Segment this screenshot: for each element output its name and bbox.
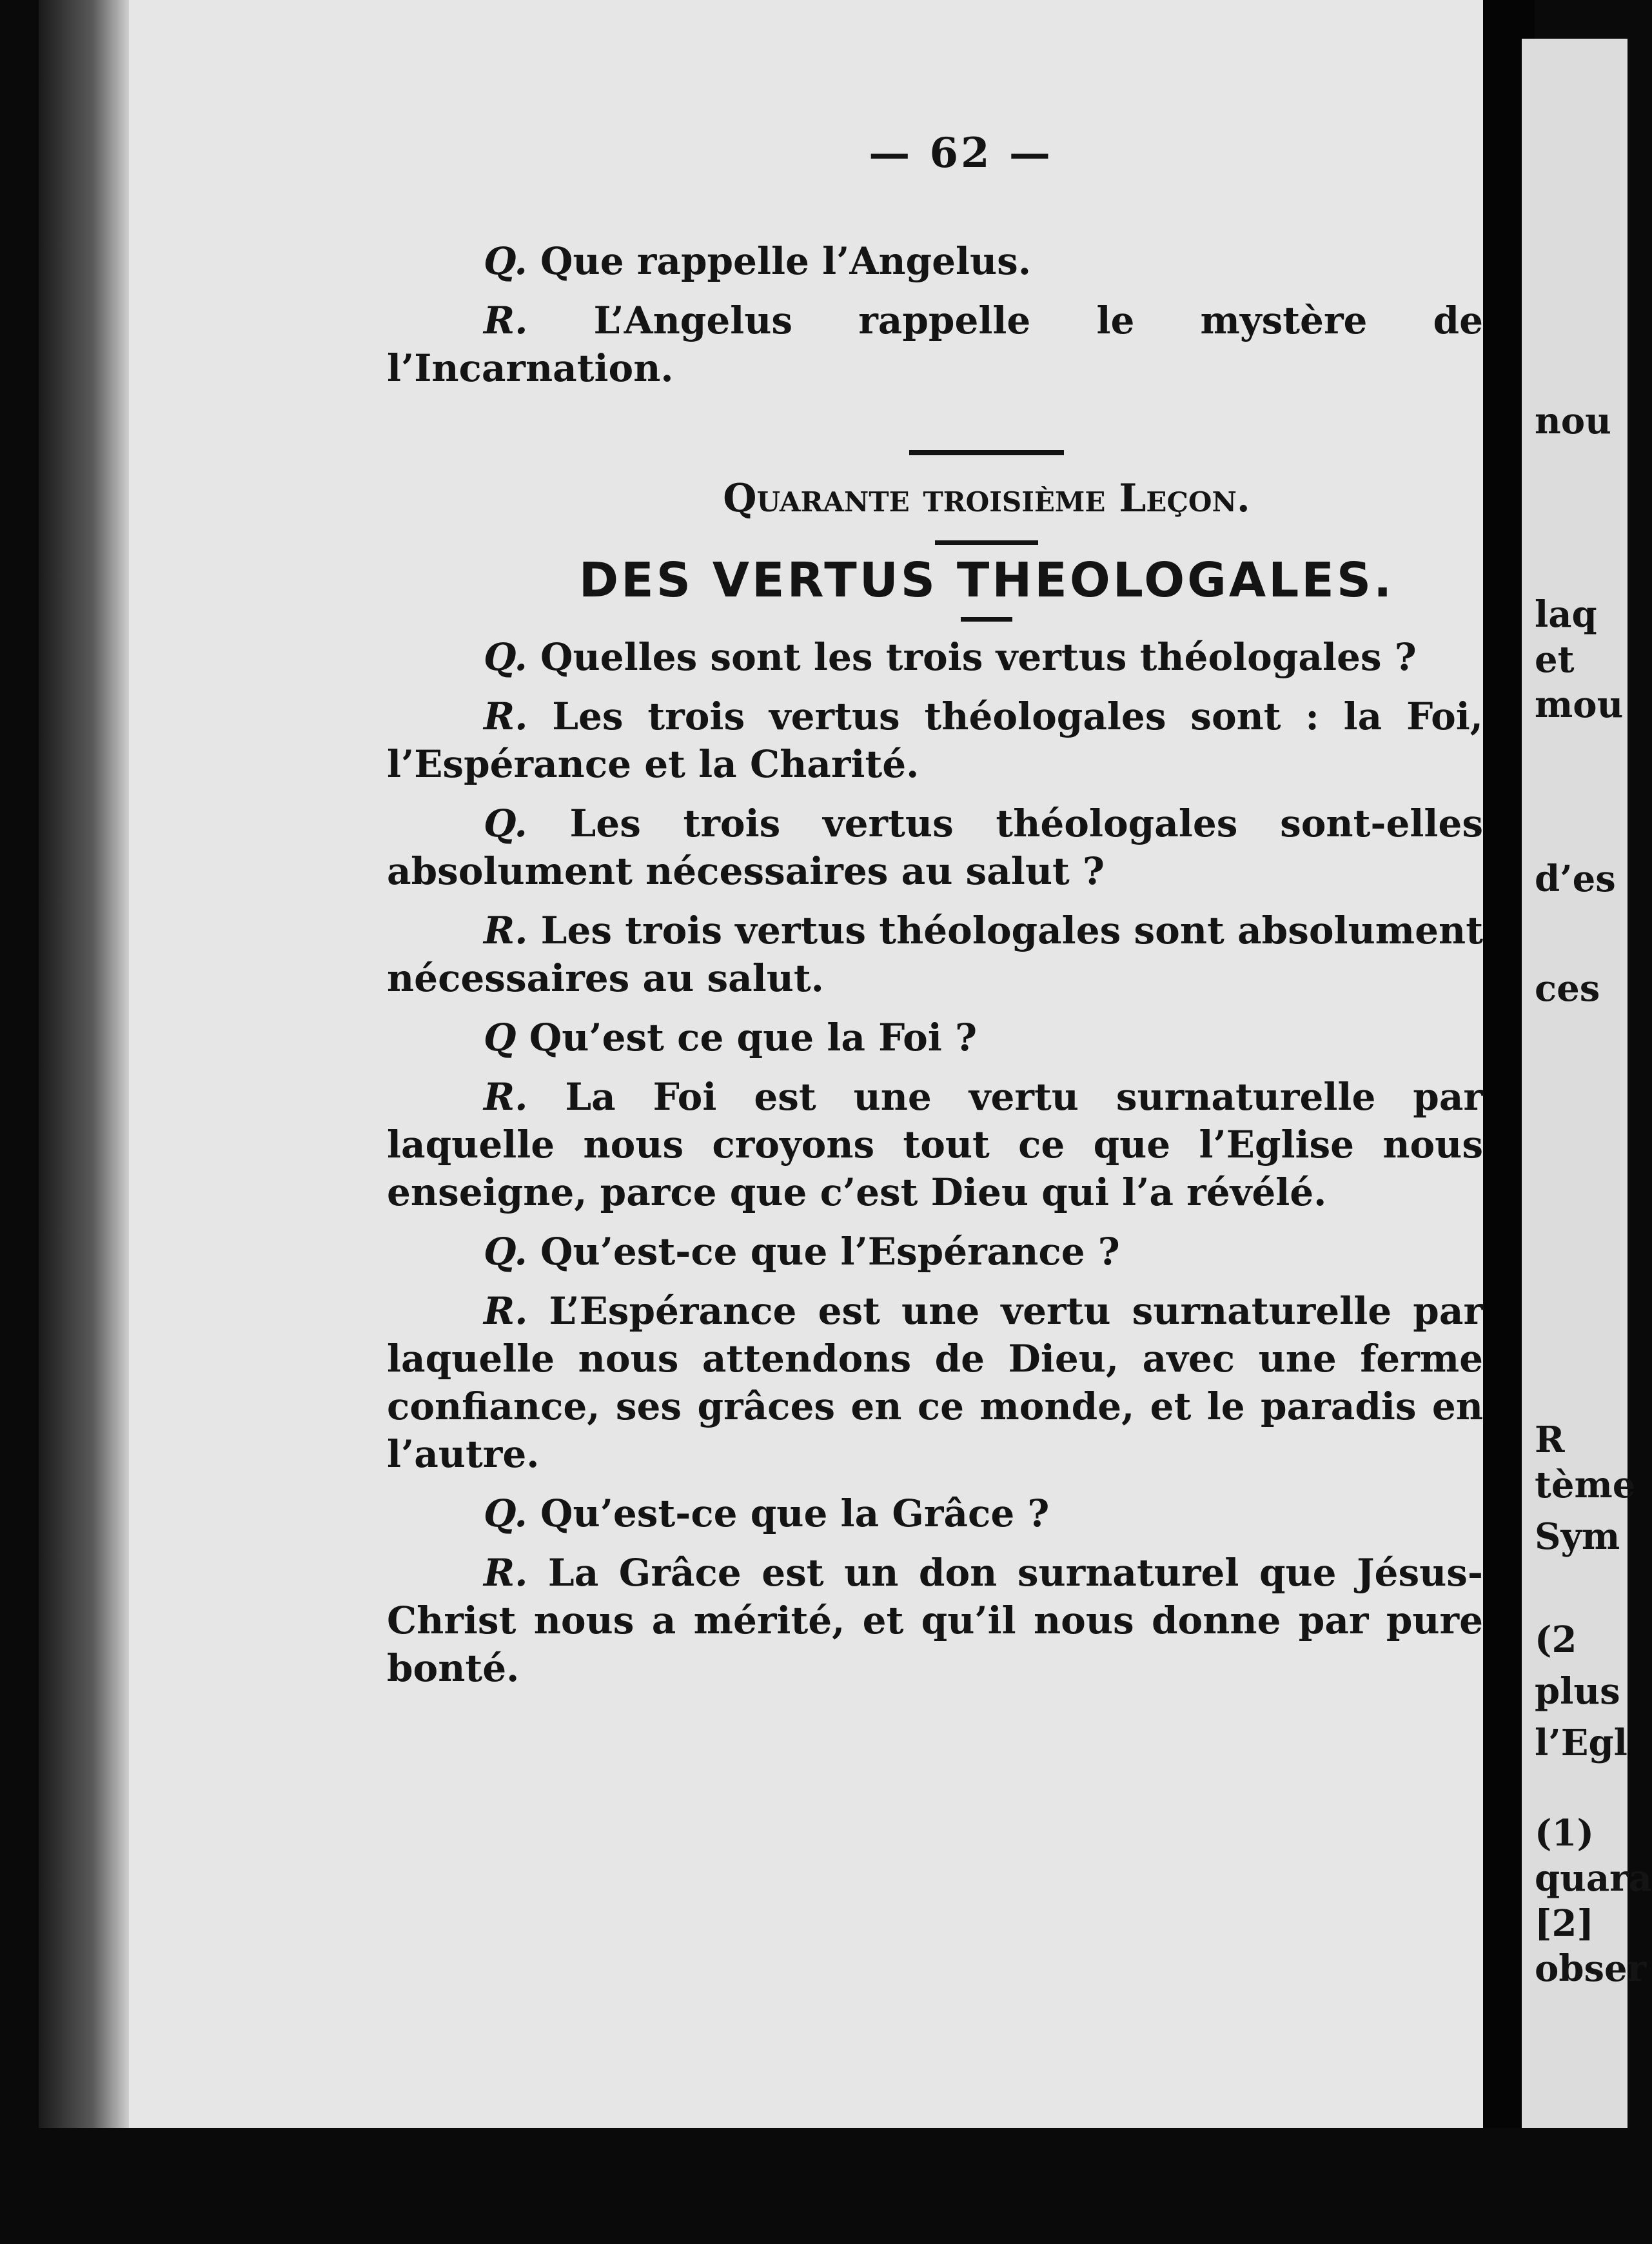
fragment: l’Egl xyxy=(1535,1722,1627,1764)
answer-text: La Foi est une vertu surnaturelle par laquelle nous croyons tout ce que l’Eglise nous enseigne, parce que c’est Dieu qui l’a révélé. xyxy=(387,1075,1483,1214)
answer xyxy=(387,1073,1483,1216)
answer-marker: R. xyxy=(484,909,528,952)
question-marker: Q. xyxy=(484,1491,527,1535)
question-text: Qu’est ce que la Foi ? xyxy=(516,1016,978,1059)
fragment: Sym xyxy=(1535,1515,1620,1558)
answer xyxy=(387,297,1483,392)
answer-marker: R. xyxy=(484,1551,528,1595)
divider-rule xyxy=(935,540,1038,545)
divider-rule xyxy=(909,450,1064,455)
divider-rule xyxy=(961,617,1012,622)
fragment: et xyxy=(1535,638,1575,681)
question xyxy=(387,1014,1483,1061)
adjacent-page-fragment xyxy=(1522,39,1652,2231)
fragment: quara xyxy=(1535,1857,1652,1900)
question xyxy=(387,633,1483,681)
fragment: (2 xyxy=(1535,1619,1577,1661)
answer-text: L’Angelus rappelle le mystère de l’Incarnation. xyxy=(387,299,1483,390)
question-marker: Q. xyxy=(484,635,527,679)
fragment: nou xyxy=(1535,400,1611,442)
fragment: laq xyxy=(1535,593,1597,636)
fragment: [2] xyxy=(1535,1902,1594,1945)
question-marker: Q. xyxy=(484,802,527,845)
bottom-shadow xyxy=(0,2128,1627,2244)
question-text: Qu’est-ce que la Grâce ? xyxy=(527,1491,1050,1535)
answer xyxy=(387,1287,1483,1478)
answer-text: L’Espérance est une vertu surnaturelle par laquelle nous attendons de Dieu, avec une ferme confiance, ses grâces en ce monde, et le paradis en l’autre. xyxy=(387,1289,1483,1476)
answer-marker: R. xyxy=(484,299,528,342)
answer xyxy=(387,693,1483,788)
question-marker: Q. xyxy=(484,239,527,283)
answer-text: Les trois vertus théologales sont : la Foi, l’Espérance et la Charité. xyxy=(387,694,1483,786)
answer-text: Les trois vertus théologales sont absolument nécessaires au salut. xyxy=(387,909,1483,1000)
question-marker: Q. xyxy=(484,1230,527,1274)
page-edge-shadow xyxy=(39,0,129,2128)
question-text: Qu’est-ce que l’Espérance ? xyxy=(527,1230,1120,1274)
question xyxy=(387,1490,1483,1537)
question-text: Quelles sont les trois vertus théologales ? xyxy=(527,635,1417,679)
section-title: DES VERTUS THEOLOGALES. xyxy=(578,553,1395,608)
answer-marker: R. xyxy=(484,1289,528,1333)
fragment: (1) xyxy=(1535,1812,1594,1855)
lesson-title: Quarante troisième Leçon. xyxy=(723,476,1250,521)
question-marker: Q xyxy=(484,1016,516,1059)
page-number: — 62 — xyxy=(869,129,1053,177)
fragment: tème xyxy=(1535,1464,1636,1506)
answer-marker: R. xyxy=(484,1075,528,1119)
fragment: obser xyxy=(1535,1947,1647,1990)
fragment: mou xyxy=(1535,684,1624,726)
question xyxy=(387,237,1483,285)
question xyxy=(387,800,1483,895)
answer-text: La Grâce est un don surnaturel que Jésus-Christ nous a mérité, et qu’il nous donne par pure bonté. xyxy=(387,1551,1483,1690)
fragment: ces xyxy=(1535,967,1600,1010)
fragment: d’es xyxy=(1535,858,1616,900)
question xyxy=(387,1228,1483,1275)
question-text: Que rappelle l’Angelus. xyxy=(527,239,1032,283)
page-text xyxy=(387,226,1483,1692)
question-text: Les trois vertus théologales sont-elles absolument nécessaires au salut ? xyxy=(387,802,1483,893)
answer xyxy=(387,907,1483,1002)
fragment: plus xyxy=(1535,1670,1620,1713)
answer xyxy=(387,1549,1483,1692)
answer-marker: R. xyxy=(484,694,528,738)
fragment: R xyxy=(1535,1419,1565,1461)
